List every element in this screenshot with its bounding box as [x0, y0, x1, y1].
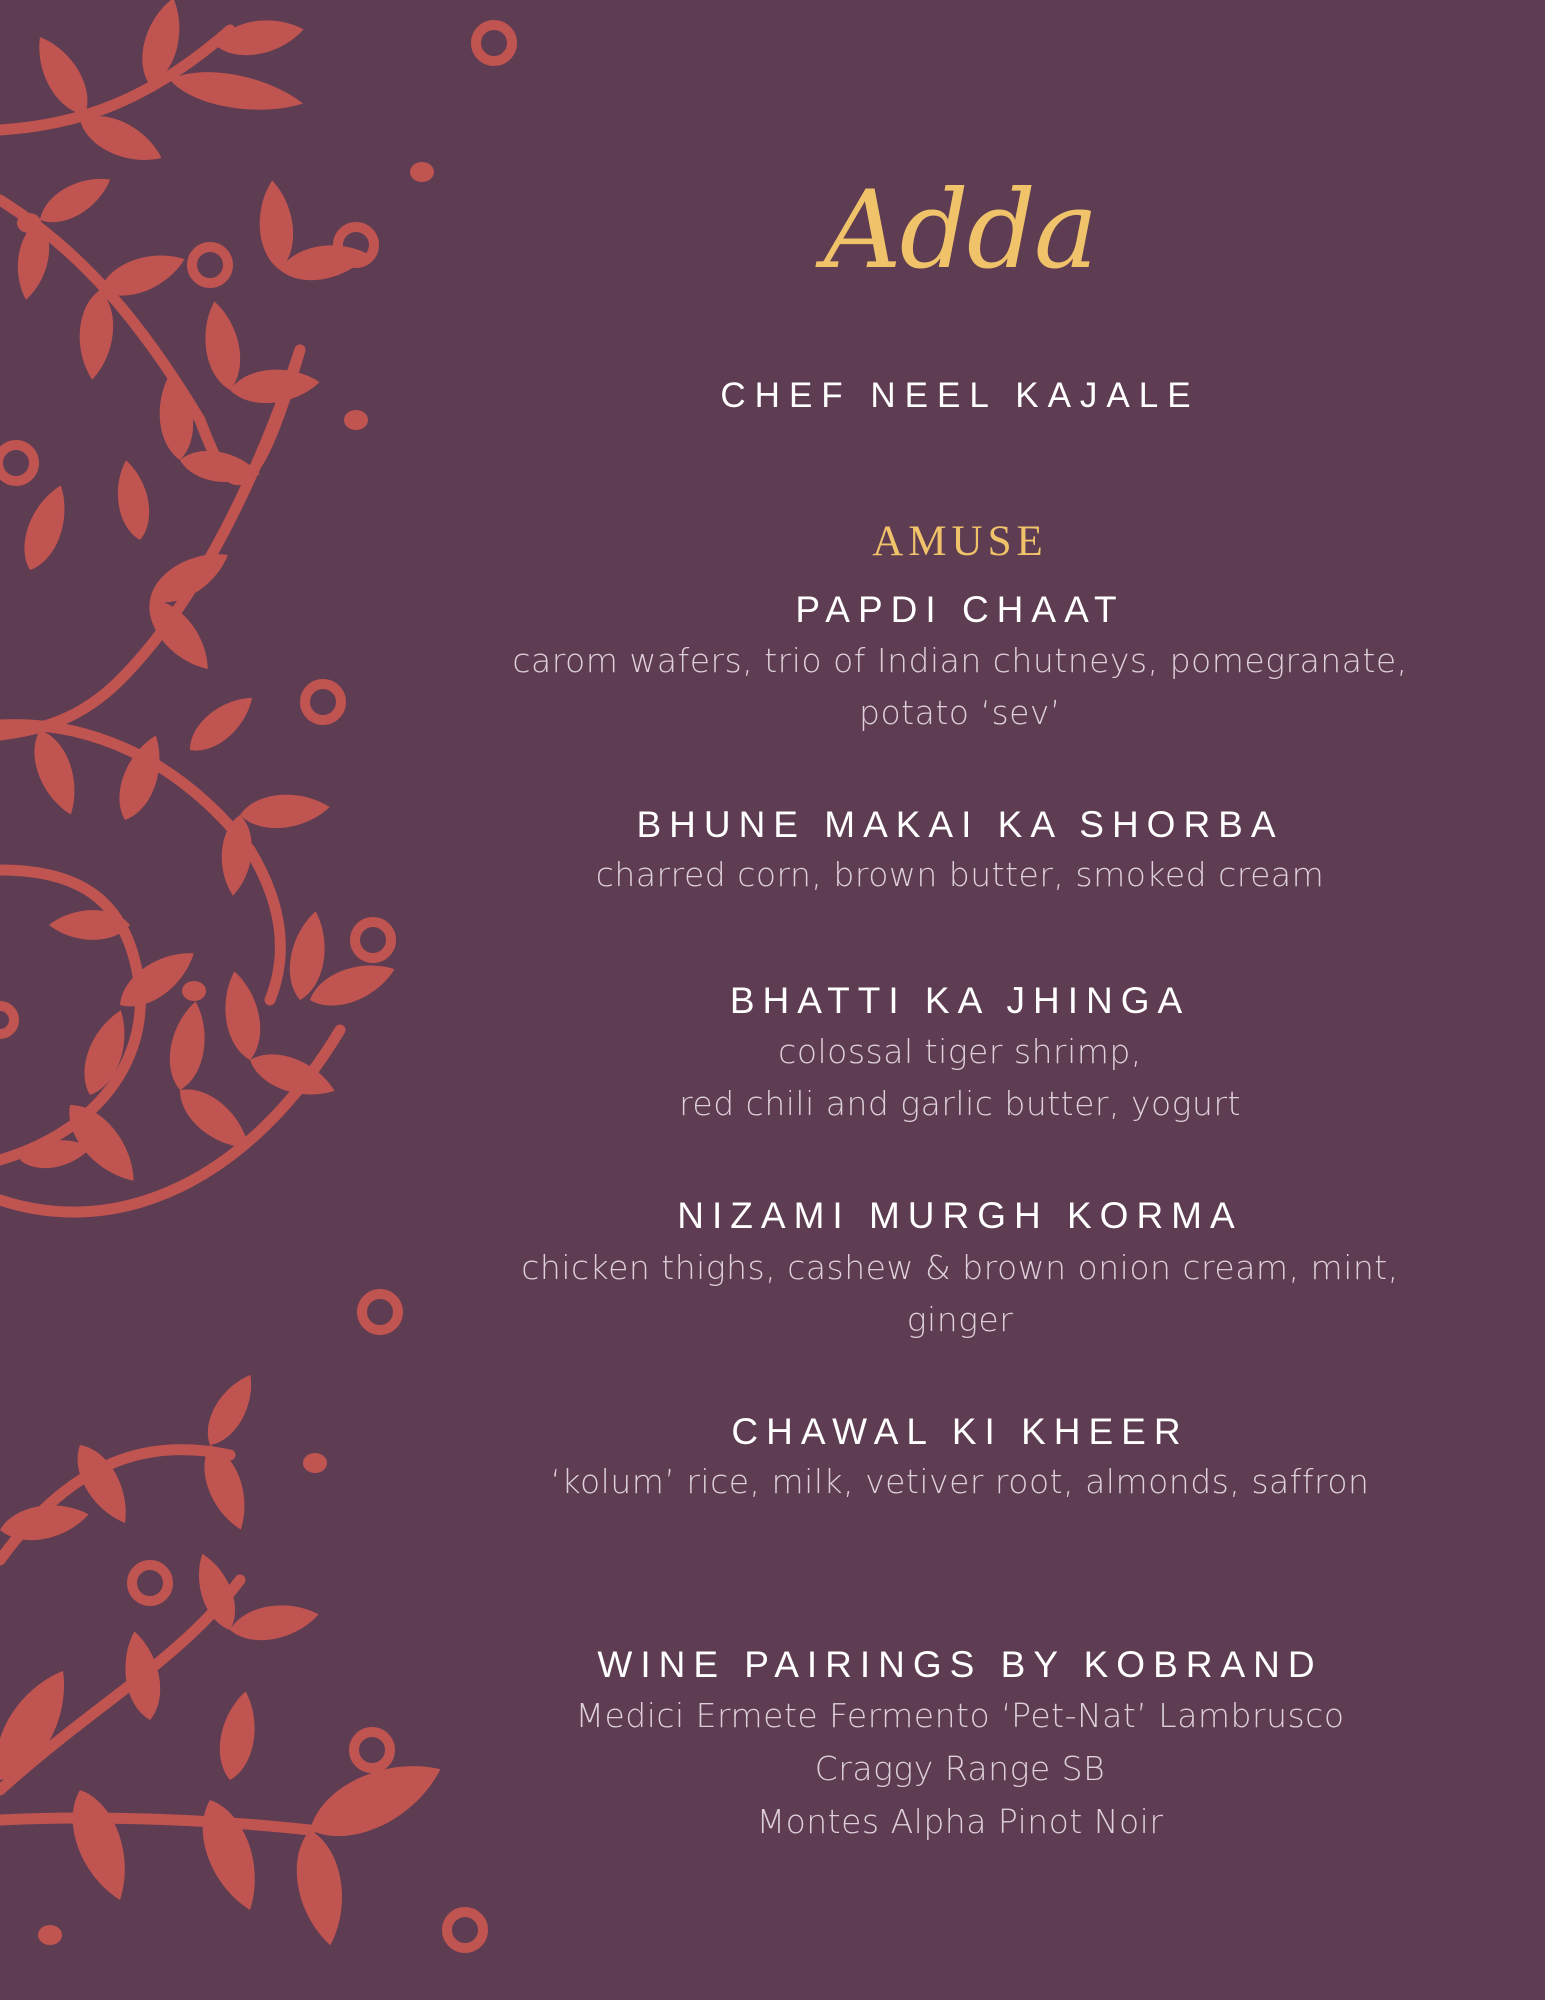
wine-item: Montes Alpha Pinot Noir — [756, 1802, 1164, 1841]
course-name: BHATTI KA JHINGA — [729, 980, 1191, 1021]
course-description: potato ‘sev’ — [859, 693, 1061, 732]
course-description: chicken thighs, cashew & brown onion cream, mint, — [521, 1248, 1399, 1287]
chef-name: CHEF NEEL KAJALE — [720, 376, 1200, 415]
course-description: red chili and garlic butter, yogurt — [679, 1084, 1241, 1123]
course-name: CHAWAL KI KHEER — [731, 1411, 1189, 1452]
wine-item: Medici Ermete Fermento ‘Pet-Nat’ Lambrusco — [575, 1696, 1345, 1735]
course-description: ginger — [906, 1300, 1014, 1339]
restaurant-name: Adda — [823, 168, 1097, 293]
wine-pairings-title: WINE PAIRINGS BY KOBRAND — [597, 1644, 1323, 1685]
course-name: BHUNE MAKAI KA SHORBA — [636, 804, 1284, 845]
section-title: AMUSE — [872, 518, 1048, 565]
course-name: NIZAMI MURGH KORMA — [677, 1195, 1243, 1236]
course-description: colossal tiger shrimp, — [778, 1032, 1142, 1071]
wine-item: Craggy Range SB — [814, 1749, 1106, 1788]
course-name: PAPDI CHAAT — [795, 589, 1125, 630]
course-description: ‘kolum’ rice, milk, vetiver root, almonds, saffron — [550, 1462, 1370, 1501]
course-description: carom wafers, trio of Indian chutneys, pomegranate, — [512, 641, 1408, 680]
course-description: charred corn, brown butter, smoked cream — [595, 855, 1325, 894]
